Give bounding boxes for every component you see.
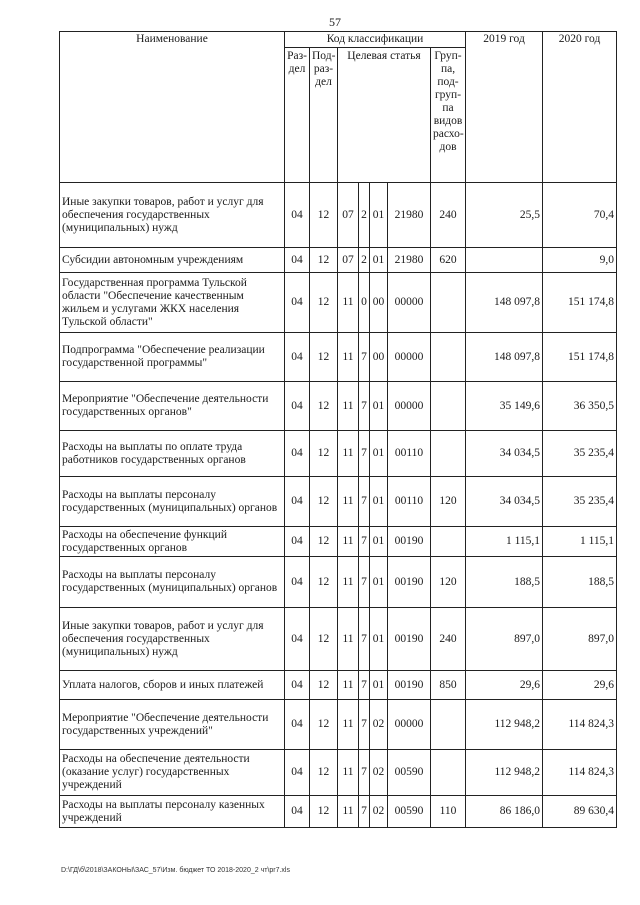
row-direction-code: 00110 [388,431,431,477]
table-row [60,248,617,273]
row-program-code: 11 [338,382,359,431]
row-event-code: 01 [370,183,388,248]
row-direction-code: 00590 [388,750,431,796]
row-amount-2019: 112 948,2 [466,750,543,796]
row-amount-2020: 89 630,4 [543,796,617,828]
row-section: 04 [285,248,310,273]
row-subsection: 12 [310,477,338,527]
row-expense-type [431,382,466,431]
row-amount-2019: 897,0 [466,608,543,671]
row-subprogram-code: 7 [359,477,370,527]
row-subsection: 12 [310,431,338,477]
row-program-code: 11 [338,557,359,608]
row-subprogram-code: 7 [359,750,370,796]
row-section: 04 [285,796,310,828]
row-amount-2020: 35 235,4 [543,477,617,527]
table-row [60,477,617,527]
row-subprogram-code: 2 [359,183,370,248]
row-section: 04 [285,700,310,750]
header-code: Код классификации [285,32,466,48]
header-expense-group: Груп- па, под- груп- па видов расхо- дов [431,48,466,183]
row-expense-type: 240 [431,183,466,248]
row-subsection: 12 [310,700,338,750]
row-program-code: 11 [338,796,359,828]
row-program-code: 07 [338,248,359,273]
row-subsection: 12 [310,671,338,700]
row-direction-code: 21980 [388,248,431,273]
row-expense-type: 620 [431,248,466,273]
row-name: Мероприятие "Обеспечение деятельности государственных учреждений" [60,700,285,750]
row-amount-2019 [466,248,543,273]
row-event-code: 01 [370,557,388,608]
row-name: Подпрограмма "Обеспечение реализации государственной программы" [60,333,285,382]
row-direction-code: 00000 [388,700,431,750]
row-subprogram-code: 7 [359,608,370,671]
row-amount-2020: 114 824,3 [543,700,617,750]
row-subsection: 12 [310,527,338,557]
row-amount-2020: 897,0 [543,608,617,671]
row-subprogram-code: 7 [359,527,370,557]
row-name: Уплата налогов, сборов и иных платежей [60,671,285,700]
row-program-code: 11 [338,431,359,477]
row-name: Иные закупки товаров, работ и услуг для обеспечения государственных (муниципальных) нужд [60,183,285,248]
header-name: Наименование [60,32,285,183]
row-name: Расходы на выплаты персоналу государственных (муниципальных) органов [60,557,285,608]
page-number: 57 [329,15,341,29]
header-year-2020: 2020 год [543,32,617,183]
row-amount-2020: 151 174,8 [543,273,617,333]
row-name: Расходы на обеспечение деятельности (оказание услуг) государственных учреждений [60,750,285,796]
row-subsection: 12 [310,183,338,248]
row-event-code: 01 [370,477,388,527]
row-amount-2020: 35 235,4 [543,431,617,477]
row-subprogram-code: 7 [359,431,370,477]
header-year-2019: 2019 год [466,32,543,183]
row-expense-type: 240 [431,608,466,671]
row-direction-code: 00190 [388,608,431,671]
row-subprogram-code: 7 [359,796,370,828]
row-subprogram-code: 2 [359,248,370,273]
row-program-code: 11 [338,700,359,750]
row-subsection: 12 [310,608,338,671]
table-row [60,608,617,671]
table-row [60,796,617,828]
file-path-footer: D:\ГД\б\2018\ЗАКОНЫ\ЗАС_57\Изм. бюджет ТО 2018-2020_2 чт\pr7.xls [61,867,290,874]
table-row [60,183,617,248]
row-name: Расходы на выплаты по оплате труда работников государственных органов [60,431,285,477]
row-subsection: 12 [310,382,338,431]
table-body [60,183,617,828]
row-event-code: 02 [370,750,388,796]
row-name: Иные закупки товаров, работ и услуг для обеспечения государственных (муниципальных) нужд [60,608,285,671]
row-direction-code: 21980 [388,183,431,248]
row-amount-2019: 112 948,2 [466,700,543,750]
row-section: 04 [285,382,310,431]
table-row [60,273,617,333]
row-name: Государственная программа Тульской области "Обеспечение качественным жильем и услугами ЖКХ населения Тульской области" [60,273,285,333]
row-section: 04 [285,273,310,333]
row-event-code: 00 [370,333,388,382]
row-amount-2019: 86 186,0 [466,796,543,828]
row-section: 04 [285,183,310,248]
table-row [60,750,617,796]
row-direction-code: 00000 [388,333,431,382]
row-expense-type: 120 [431,557,466,608]
row-subprogram-code: 0 [359,273,370,333]
header-section: Раз- дел [285,48,310,183]
row-event-code: 01 [370,671,388,700]
row-subsection: 12 [310,248,338,273]
row-subsection: 12 [310,273,338,333]
row-subprogram-code: 7 [359,333,370,382]
row-section: 04 [285,333,310,382]
row-amount-2019: 148 097,8 [466,273,543,333]
row-direction-code: 00590 [388,796,431,828]
row-subprogram-code: 7 [359,671,370,700]
row-amount-2020: 29,6 [543,671,617,700]
row-name: Субсидии автономным учреждениям [60,248,285,273]
row-section: 04 [285,750,310,796]
table-row [60,527,617,557]
row-program-code: 11 [338,477,359,527]
row-event-code: 01 [370,527,388,557]
row-amount-2019: 148 097,8 [466,333,543,382]
row-name: Расходы на обеспечение функций государственных органов [60,527,285,557]
row-subprogram-code: 7 [359,382,370,431]
row-section: 04 [285,671,310,700]
row-expense-type [431,273,466,333]
row-amount-2019: 29,6 [466,671,543,700]
row-section: 04 [285,608,310,671]
row-subsection: 12 [310,750,338,796]
row-direction-code: 00190 [388,671,431,700]
row-name: Расходы на выплаты персоналу казенных учреждений [60,796,285,828]
row-event-code: 01 [370,382,388,431]
table-row [60,431,617,477]
row-amount-2020: 151 174,8 [543,333,617,382]
row-event-code: 01 [370,431,388,477]
row-subprogram-code: 7 [359,557,370,608]
row-amount-2019: 34 034,5 [466,431,543,477]
row-program-code: 11 [338,333,359,382]
row-subsection: 12 [310,557,338,608]
row-name: Расходы на выплаты персоналу государственных (муниципальных) органов [60,477,285,527]
row-section: 04 [285,477,310,527]
row-program-code: 11 [338,527,359,557]
row-program-code: 11 [338,608,359,671]
row-program-code: 07 [338,183,359,248]
table-header [60,32,617,183]
table-row [60,382,617,431]
row-subsection: 12 [310,333,338,382]
header-target-article: Целевая статья [338,48,431,183]
row-direction-code: 00190 [388,527,431,557]
row-amount-2020: 114 824,3 [543,750,617,796]
table-row [60,671,617,700]
row-direction-code: 00110 [388,477,431,527]
row-direction-code: 00000 [388,273,431,333]
row-amount-2019: 34 034,5 [466,477,543,527]
table-row [60,700,617,750]
row-expense-type: 850 [431,671,466,700]
row-subprogram-code: 7 [359,700,370,750]
row-amount-2019: 1 115,1 [466,527,543,557]
row-direction-code: 00000 [388,382,431,431]
row-event-code: 01 [370,248,388,273]
row-amount-2020: 1 115,1 [543,527,617,557]
row-program-code: 11 [338,750,359,796]
row-amount-2020: 36 350,5 [543,382,617,431]
row-section: 04 [285,557,310,608]
row-amount-2020: 9,0 [543,248,617,273]
row-expense-type [431,700,466,750]
row-expense-type [431,750,466,796]
row-amount-2019: 35 149,6 [466,382,543,431]
row-amount-2020: 188,5 [543,557,617,608]
row-section: 04 [285,527,310,557]
row-expense-type [431,333,466,382]
row-subsection: 12 [310,796,338,828]
row-amount-2019: 25,5 [466,183,543,248]
row-event-code: 02 [370,796,388,828]
budget-table [59,31,617,828]
row-program-code: 11 [338,273,359,333]
row-direction-code: 00190 [388,557,431,608]
table-row [60,333,617,382]
table-row [60,557,617,608]
header-subsection: Под- раз- дел [310,48,338,183]
row-section: 04 [285,431,310,477]
row-expense-type [431,527,466,557]
row-event-code: 00 [370,273,388,333]
row-expense-type: 110 [431,796,466,828]
row-name: Мероприятие "Обеспечение деятельности государственных органов" [60,382,285,431]
row-event-code: 02 [370,700,388,750]
row-amount-2020: 70,4 [543,183,617,248]
row-program-code: 11 [338,671,359,700]
row-event-code: 01 [370,608,388,671]
row-expense-type: 120 [431,477,466,527]
row-expense-type [431,431,466,477]
row-amount-2019: 188,5 [466,557,543,608]
